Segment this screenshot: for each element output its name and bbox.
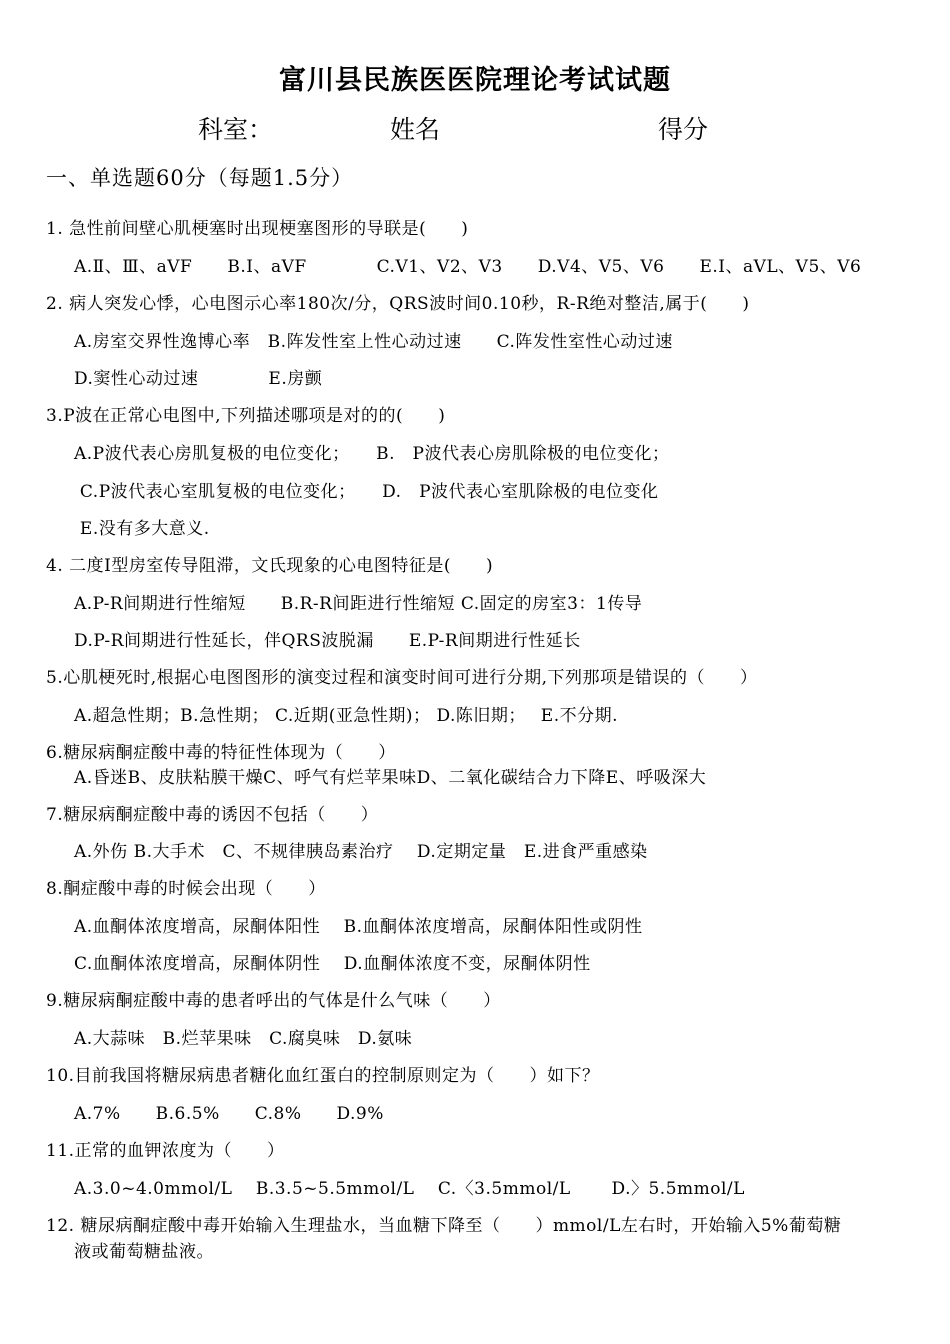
question-11-options: A.3.0~4.0mmol/L B.3.5~5.5mmol/L C.〈3.5mmol/L D.〉5.5mmol/L	[74, 1179, 745, 1199]
question-1-stem: 1. 急性前间壁心肌梗塞时出现梗塞图形的导联是( )	[46, 219, 469, 239]
question-12-stem: 12. 糖尿病酮症酸中毒开始输入生理盐水，当血糖下降至（ ）mmol/L左右时，开始输入5%葡萄糖	[46, 1216, 842, 1236]
question-3-options: C.P波代表心室肌复极的电位变化； D. P波代表心室肌除极的电位变化	[74, 482, 659, 502]
question-10-stem: 10.目前我国将糖尿病患者糖化血红蛋白的控制原则定为（ ）如下？	[46, 1066, 600, 1086]
question-3-stem: 3.P波在正常心电图中,下列描述哪项是对的的( )	[46, 406, 446, 426]
question-3-options: A.P波代表心房肌复极的电位变化； B. P波代表心房肌除极的电位变化；	[74, 444, 670, 464]
question-4-stem: 4. 二度Ⅰ型房室传导阻滞，文氏现象的心电图特征是( )	[46, 556, 494, 576]
question-2-options: D.窦性心动过速 E.房颤	[74, 369, 323, 389]
question-2-stem: 2. 病人突发心悸，心电图示心率180次/分，QRS波时间0.10秒，R-R绝对整洁,属于( )	[46, 294, 750, 314]
page-title: 富川县民族医医院理论考试试题	[279, 65, 671, 96]
question-7-stem: 7.糖尿病酮症酸中毒的诱因不包括（ ）	[46, 805, 379, 825]
question-9-stem: 9.糖尿病酮症酸中毒的患者呼出的气体是什么气味（ ）	[46, 991, 501, 1011]
question-4-options: A.P-R间期进行性缩短 B.R-R间距进行性缩短 C.固定的房室3：1传导	[74, 594, 643, 614]
section-title: 一、单选题60分（每题1.5分）	[46, 166, 354, 190]
department-label: 科室：	[198, 115, 274, 144]
question-8-options: A.血酮体浓度增高，尿酮体阳性 B.血酮体浓度增高，尿酮体阳性或阴性	[74, 917, 643, 937]
score-label: 得分	[658, 115, 709, 144]
question-1-options: A.Ⅱ、Ⅲ、aVF B.Ⅰ、aVF C.V1、V2、V3 D.V4、V5、V6 E.Ⅰ、aVL、V5、V6	[74, 257, 862, 277]
question-5-stem: 5.心肌梗死时,根据心电图图形的演变过程和演变时间可进行分期,下列那项是错误的（ ）	[46, 668, 758, 688]
question-8-stem: 8.酮症酸中毒的时候会出现（ ）	[46, 879, 326, 899]
question-4-options: D.P-R间期进行性延长，伴QRS波脱漏 E.P-R间期进行性延长	[74, 631, 581, 651]
question-7-options: A.外伤 B.大手术 C、不规律胰岛素治疗 D.定期定量 E.进食严重感染	[74, 842, 648, 862]
name-label: 姓名	[390, 115, 441, 144]
question-5-options: A.超急性期；B.急性期； C.近期(亚急性期)； D.陈旧期； E.不分期.	[74, 706, 619, 726]
question-3-options: E.没有多大意义.	[74, 519, 210, 539]
question-2-options: A.房室交界性逸博心率 B.阵发性室上性心动过速 C.阵发性室性心动过速	[74, 332, 673, 352]
question-6-options: A.昏迷B、皮肤粘膜干燥C、呼气有烂苹果味D、二氧化碳结合力下降E、呼吸深大	[74, 768, 707, 788]
question-6-stem: 6.糖尿病酮症酸中毒的特征性体现为（ ）	[46, 743, 396, 763]
question-9-options: A.大蒜味 B.烂苹果味 C.腐臭味 D.氨味	[74, 1029, 413, 1049]
question-8-options: C.血酮体浓度增高，尿酮体阴性 D.血酮体浓度不变，尿酮体阴性	[74, 954, 591, 974]
question-10-options: A.7% B.6.5% C.8% D.9%	[74, 1104, 384, 1124]
question-11-stem: 11.正常的血钾浓度为（ ）	[46, 1141, 285, 1161]
question-12-continuation: 液或葡萄糖盐液。	[74, 1242, 214, 1262]
